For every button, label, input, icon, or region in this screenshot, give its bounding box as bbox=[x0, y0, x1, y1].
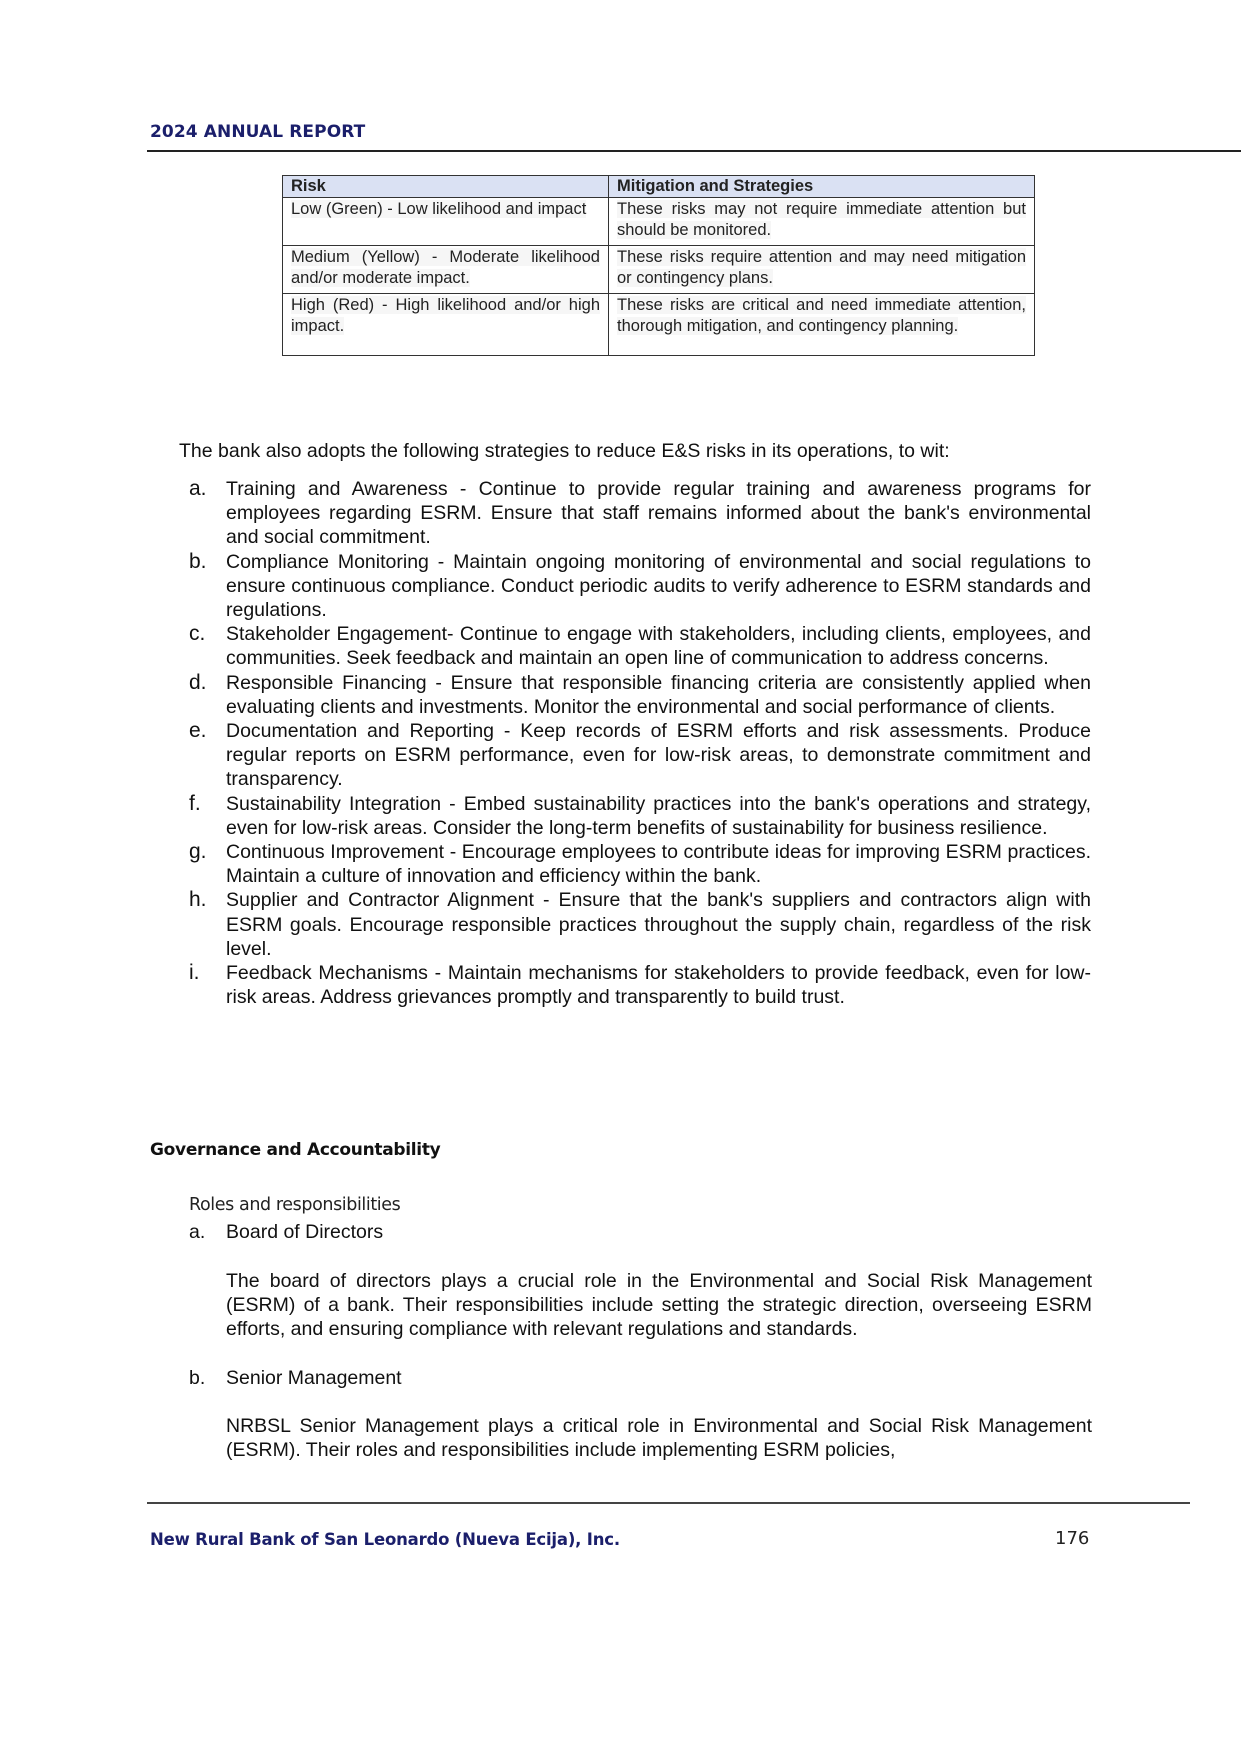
header-divider bbox=[147, 150, 1241, 152]
list-item: c. Stakeholder Engagement- Continue to engage with stakeholders, including clients, employees, and communities. Seek feedback and maintain an open line of communication to address concerns. bbox=[189, 622, 1091, 670]
list-item: a. Training and Awareness - Continue to provide regular training and awareness programs for employees regarding ESRM. Ensure that staff remains informed about the bank's environmental and social commitment. bbox=[189, 477, 1091, 549]
list-item: h. Supplier and Contractor Alignment - Ensure that the bank's suppliers and contractors align with ESRM goals. Encourage responsible practices throughout the supply chain, regardless of the risk level. bbox=[189, 888, 1091, 960]
section-heading-governance: Governance and Accountability bbox=[150, 1140, 441, 1160]
risk-cell-high: High (Red) - High likelihood and/or high impact. bbox=[283, 294, 609, 356]
subheading-roles: Roles and responsibilities bbox=[189, 1195, 401, 1215]
report-title: 2024 ANNUAL REPORT bbox=[150, 122, 366, 142]
risk-mitigation-table bbox=[282, 175, 1035, 356]
mitigation-cell-medium: These risks require attention and may need mitigation or contingency plans. bbox=[609, 246, 1035, 294]
table-row bbox=[283, 294, 1035, 356]
role-description-senior-management: NRBSL Senior Management plays a critical role in Environmental and Social Risk Management (ESRM). Their roles and responsibilities include implementing ESRM policies, bbox=[226, 1415, 1092, 1462]
column-header-mitigation: Mitigation and Strategies bbox=[609, 176, 1035, 198]
list-item: b. Compliance Monitoring - Maintain ongoing monitoring of environmental and social regulations to ensure continuous compliance. Conduct periodic audits to verify adherence to ESRM standards and regulations. bbox=[189, 549, 1091, 622]
risk-cell-low: Low (Green) - Low likelihood and impact bbox=[283, 198, 609, 246]
footer-divider bbox=[147, 1502, 1190, 1504]
role-heading-senior-management: b. Senior Management bbox=[189, 1367, 402, 1389]
page-number: 176 bbox=[1055, 1528, 1090, 1549]
footer-organization: New Rural Bank of San Leonardo (Nueva Ecija), Inc. bbox=[150, 1530, 620, 1549]
list-item: e. Documentation and Reporting - Keep records of ESRM efforts and risk assessments. Produce regular reports on ESRM performance, even for low-risk areas, to demonstrate commitment and transparency. bbox=[189, 719, 1091, 791]
strategies-intro: The bank also adopts the following strategies to reduce E&S risks in its operations, to wit: bbox=[179, 440, 950, 462]
mitigation-cell-high: These risks are critical and need immediate attention, thorough mitigation, and contingency planning. bbox=[609, 294, 1035, 356]
table-row bbox=[283, 246, 1035, 294]
list-item: i. Feedback Mechanisms - Maintain mechanisms for stakeholders to provide feedback, even for low-risk areas. Address grievances promptly and transparently to build trust. bbox=[189, 961, 1091, 1009]
risk-cell-medium: Medium (Yellow) - Moderate likelihood and/or moderate impact. bbox=[283, 246, 609, 294]
table-row bbox=[283, 198, 1035, 246]
list-item: f. Sustainability Integration - Embed sustainability practices into the bank's operations and strategy, even for low-risk areas. Consider the long-term benefits of sustainability for business resilience. bbox=[189, 791, 1091, 839]
column-header-risk: Risk bbox=[283, 176, 609, 198]
list-item: d. Responsible Financing - Ensure that responsible financing criteria are consistently applied when evaluating clients and investments. Monitor the environmental and social performance of clients. bbox=[189, 670, 1091, 718]
role-heading-board: a. Board of Directors bbox=[189, 1221, 384, 1243]
list-item: g. Continuous Improvement - Encourage employees to contribute ideas for improving ESRM practices. Maintain a culture of innovation and efficiency within the bank. bbox=[189, 840, 1091, 888]
table-header-row bbox=[283, 176, 1035, 198]
role-description-board: The board of directors plays a crucial role in the Environmental and Social Risk Management (ESRM) of a bank. Their responsibilities include setting the strategic direction, overseeing ESRM efforts, and ensuring compliance with relevant regulations and standards. bbox=[226, 1270, 1092, 1341]
mitigation-cell-low: These risks may not require immediate attention but should be monitored. bbox=[609, 198, 1035, 246]
strategies-list bbox=[179, 477, 1091, 1009]
